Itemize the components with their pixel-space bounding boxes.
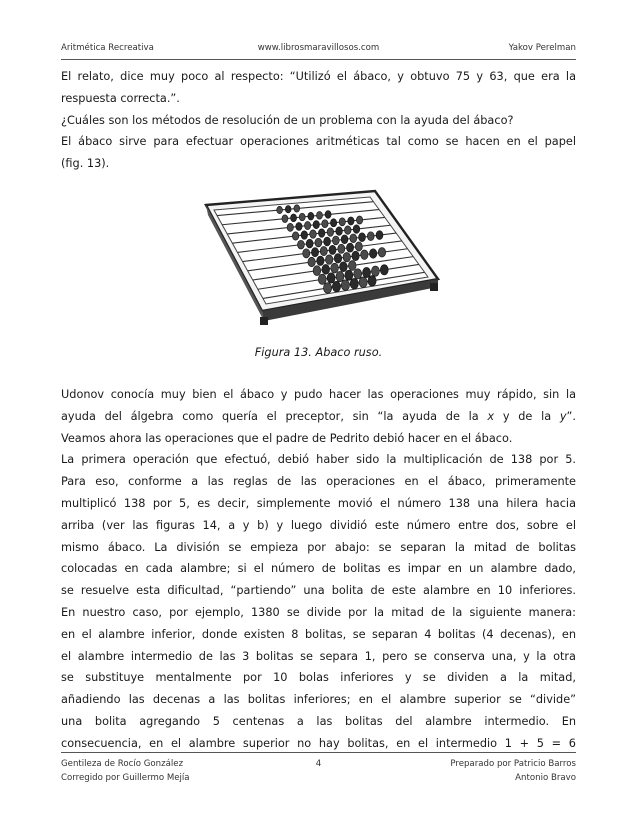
abacus-bead <box>378 248 385 258</box>
abacus-bead <box>287 223 293 231</box>
abacus-bead <box>332 281 340 292</box>
paragraph-line: añadiendo las decenas a las bolitas inferiores; en el alambre superior se “divide” <box>61 693 576 707</box>
abacus-bead <box>322 220 328 228</box>
variable-x: x <box>487 409 495 423</box>
abacus-bead <box>308 257 315 267</box>
paragraph-line: respuesta correcta.”. <box>61 91 180 105</box>
abacus-bead <box>380 265 388 275</box>
header-website: www.librosmaravillosos.com <box>257 43 380 53</box>
paragraph-line <box>61 406 576 428</box>
abacus-bead <box>320 246 327 255</box>
header-book-title: Aritmética Recreativa <box>61 43 154 53</box>
page-number: 4 <box>315 759 322 769</box>
footer-credit: Gentileza de Rocío González <box>61 759 184 769</box>
abacus-bead <box>361 250 368 260</box>
paragraph-line: La primera operación que efectuó, debió haber sido la multiplicación de 138 por 5. <box>61 453 576 467</box>
abacus-bead <box>325 255 332 265</box>
abacus-bead <box>299 213 305 221</box>
abacus-bead <box>311 248 318 257</box>
abacus-bead <box>329 245 336 254</box>
paragraph-line: arriba (ver las figuras 14, a y b) y luego dividió este número entre dos, sobre el <box>61 518 576 532</box>
paragraph-line: En nuestro caso, por ejemplo, 1380 se divide por la mitad de la siguiente manera: <box>61 605 576 619</box>
abacus-bead <box>336 227 343 235</box>
abacus-bead <box>350 278 358 289</box>
abacus-bead <box>359 277 367 288</box>
page-header <box>61 43 576 57</box>
paragraph-line: El relato, dice muy poco al respecto: “Utilizó el ábaco, y obtuvo 75 y 63, que era la <box>61 70 576 83</box>
abacus-bead <box>313 266 321 276</box>
abacus-bead <box>352 251 359 261</box>
footer-credit: Preparado por Patricio Barros <box>450 759 576 769</box>
header-divider <box>61 59 576 60</box>
text-block-top <box>61 66 576 175</box>
abacus-bead <box>331 263 339 273</box>
paragraph-line: Udonov conocía muy bien el ábaco y pudo hacer las operaciones muy rápido, sin la <box>61 388 576 401</box>
text-span: ayuda del álgebra como quería el preceptor, sin “la ayuda de la <box>61 409 488 423</box>
abacus-bead <box>294 205 300 212</box>
abacus-bead <box>350 234 357 243</box>
abacus-bead <box>292 232 299 240</box>
abacus-bead <box>306 239 313 248</box>
abacus-bead <box>340 262 348 272</box>
abacus-bead <box>304 221 310 229</box>
abacus-bead <box>323 283 331 294</box>
abacus-bead <box>369 249 376 259</box>
abacus-bead <box>371 266 379 276</box>
abacus-bead <box>341 280 349 291</box>
abacus-bead <box>343 252 350 262</box>
abacus-bead <box>285 206 291 213</box>
abacus-bead <box>318 274 326 284</box>
abacus-bead <box>327 228 334 236</box>
abacus-bead <box>297 240 304 249</box>
abacus-bead <box>296 222 302 230</box>
paragraph-line: en el alambre inferior, donde existen 8 bolitas, se separan 4 bolitas (4 decenas), en <box>61 627 576 641</box>
footer-credit: Corregido por Guillermo Mejía <box>61 772 190 783</box>
abacus-bead <box>341 235 348 244</box>
abacus-bead <box>330 219 336 227</box>
abacus-bead <box>359 233 366 242</box>
abacus-bead <box>339 218 345 226</box>
abacus-bead <box>338 244 345 253</box>
abacus-bead <box>367 232 374 241</box>
paragraph-line: Veamos ahora las operaciones que el padre de Pedrito debió hacer en el ábaco. <box>61 431 513 445</box>
abacus-bead <box>317 256 324 266</box>
abacus-bead <box>348 261 356 271</box>
paragraph-line: multiplicó 138 por 5, es decir, simplemente movió el número 138 una hilera hacia <box>61 496 576 510</box>
abacus-bead <box>322 264 330 274</box>
paragraph-line: (fig. 13). <box>61 157 110 171</box>
paragraph-line: Para eso, conforme a las reglas de las operaciones en el ábaco, primeramente <box>61 475 576 489</box>
abacus-bead <box>310 230 317 238</box>
abacus-bead <box>313 221 319 229</box>
abacus-bead <box>301 231 308 239</box>
paragraph-line: mismo ábaco. La división se empieza por abajo: se separan la mitad de bolitas <box>61 540 576 554</box>
abacus-bead <box>332 236 339 245</box>
abacus-bead <box>348 217 354 225</box>
abacus-bead <box>316 211 322 219</box>
abacus-bead <box>303 249 310 258</box>
footer-divider <box>61 752 576 753</box>
abacus-bead <box>308 212 314 220</box>
abacus-bead <box>315 238 322 247</box>
abacus-illustration <box>200 183 445 328</box>
abacus-bead <box>291 214 297 222</box>
header-author: Yakov Perelman <box>508 43 576 53</box>
abacus-bead <box>355 242 362 251</box>
text-span: y de la <box>494 409 560 423</box>
paragraph-line: el alambre intermedio de las 3 bolitas se separa 1, pero se conserva una, y la otra <box>61 649 576 663</box>
variable-y: y <box>559 409 567 423</box>
paragraph-line: ¿Cuáles son los métodos de resolución de un problema con la ayuda del ábaco? <box>61 113 514 127</box>
abacus-bead <box>318 229 325 237</box>
paragraph-line: colocadas en cada alambre; si el número de bolitas es impar en un alambre dado, <box>61 562 576 576</box>
abacus-bead <box>277 206 283 213</box>
abacus-bead <box>345 270 353 280</box>
paragraph-line: se resuelve esta dificultad, “partiendo” una bolita de este alambre en 10 inferiores. <box>61 584 576 598</box>
abacus-bead <box>344 226 351 234</box>
paragraph-line: El ábaco sirve para efectuar operaciones aritméticas tal como se hacen en el papel <box>61 135 576 149</box>
abacus-bead <box>354 269 362 279</box>
text-block-main <box>61 384 576 755</box>
abacus-bead <box>363 267 371 277</box>
footer-credit: Antonio Bravo <box>515 772 576 783</box>
abacus-bead <box>376 231 383 240</box>
paragraph-line: una bolita agregando 5 centenas a las bolitas del alambre intermedio. En <box>61 714 576 728</box>
abacus-bead <box>353 225 360 233</box>
abacus-bead <box>356 216 362 224</box>
abacus-bead <box>368 276 376 287</box>
paragraph-line: se substituye mentalmente por 10 bolas inferiores y se dividen a la mitad, <box>61 671 576 685</box>
abacus-bead <box>325 211 331 219</box>
abacus-bead <box>324 237 331 246</box>
footer-credits-right <box>450 758 576 785</box>
abacus-bead <box>346 243 353 252</box>
figure-caption: Figura 13. Abaco ruso. <box>254 346 383 359</box>
paragraph-line: consecuencia, en el alambre superior no hay bolitas, en el intermedio 1 + 5 = 6 <box>61 736 576 750</box>
abacus-bead <box>327 273 335 283</box>
abacus-bead <box>282 215 288 223</box>
text-span: ”. <box>566 409 576 423</box>
abacus-bead <box>336 271 344 281</box>
abacus-bead <box>334 254 341 264</box>
